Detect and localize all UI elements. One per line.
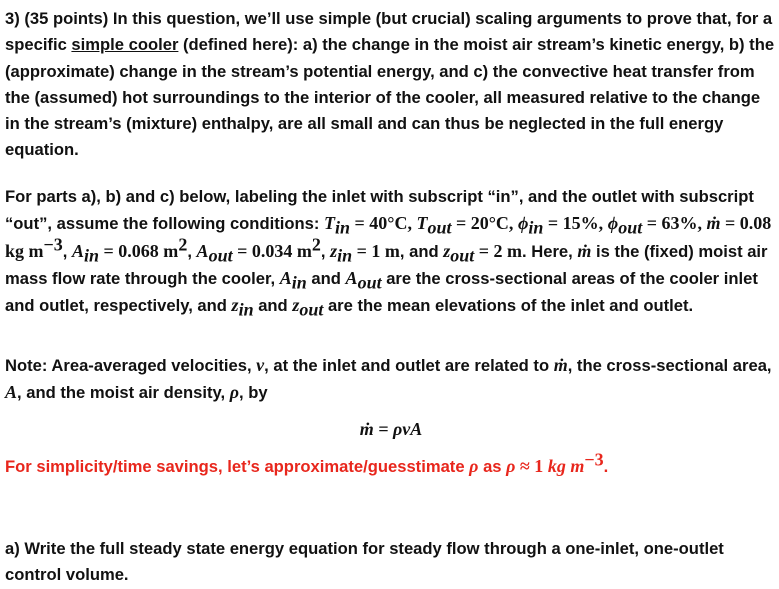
mass-flow-equation: ṁ = ρvA [359,419,423,439]
simple-cooler-term: simple cooler [71,35,179,55]
note-paragraph: Note: Area-averaged velocities, v, at the inlet and outlet are related to ṁ, the cross-sectional area, A, and the moist air density, ρ, by [5,355,772,403]
intro-paragraph: 3) (35 points) In this question, we’ll use simple (but crucial) scaling arguments to prove that, for a specific simple cooler (defined here): a) the change in the moist air stream’s kinetic energy, b) the (approximate) change in the stream’s potential energy, and c) the convective heat transfer from the (assumed) hot surroundings to the interior of the cooler, all measured relative to the change in the stream’s (mixture) enthalpy, are all small and can thus be neglected in the full energy equation. [5,9,775,160]
conditions-paragraph: For parts a), b) and c) below, labeling the inlet with subscript “in”, and the outlet with subscript “out”, assume the following conditions: $T_{in} = 40^\circ C$, $T_{out} = 20^\circ C$, $\phi_{in} = 15\%$, $\phi_{out} = 63\%$, ṁ = 0.08 kg $m^{-3}$, $A_{in} = 0.068$ $m^2$, $A_{out} = 0.034$ $m^2$, $z_{in} = 1$ m, and $z_{out} = 2$ m. Here, ṁ is the (fixed) moist air mass flow rate through the cooler, $A_{in}$ and $A_{out}$ are the cross-sectional areas of the cooler inlet and outlet, respectively, and $z_{in}$ and $z_{out}$ are the mean elevations of the inlet and outlet. [5,187,772,320]
part-a-prompt: a) Write the full steady state energy equation for steady flow through a one-inlet, one-outlet control volume. [5,539,724,585]
density-approximation-note: For simplicity/time savings, let’s approximate/guesstimate ρ as ρ ≈ 1 kg $m^{-3}$. [5,449,609,476]
